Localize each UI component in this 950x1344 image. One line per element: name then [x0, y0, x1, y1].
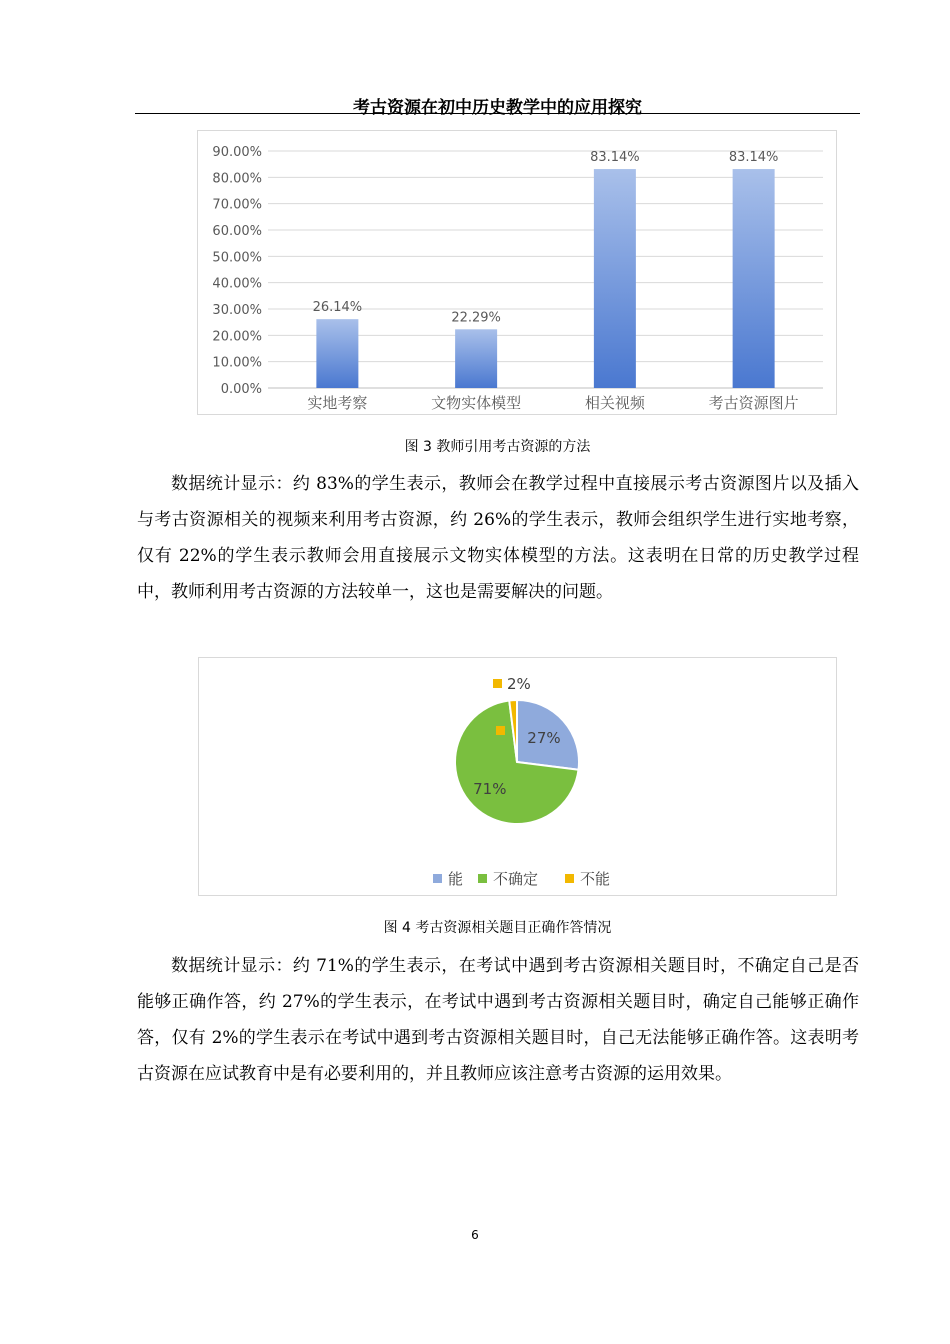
- bar-chart-frame: [197, 130, 837, 415]
- y-tick-label: 30.00%: [212, 303, 262, 318]
- bar-value-label: 83.14%: [590, 150, 640, 166]
- legend-swatch: [433, 874, 442, 883]
- y-tick-label: 20.00%: [212, 329, 262, 345]
- bar-value-label: 26.14%: [312, 300, 363, 316]
- x-category-label: 考古资源图片: [708, 394, 799, 412]
- pie-value-label: 27%: [527, 729, 561, 748]
- pie-chart: [199, 658, 836, 895]
- paragraph-2: 数据统计显示：约 71%的学生表示，在考试中遇到考古资源相关题目时，不确定自己是否能够正确作答，约 27%的学生表示，在考试中遇到考古资源相关题目时，确定自己能够正确作答，仅有 2%的学生表示在考试中遇到考古资源相关题目时，自己无法能够正确作答。这表明考古资源在应试教育中是有必要利用的，并且教师应该注意考古资源的运用效果。: [137, 956, 859, 1084]
- pie-chart-frame: [198, 657, 837, 896]
- bar: [316, 319, 358, 388]
- legend-swatch: [565, 874, 574, 883]
- y-tick-label: 80.00%: [212, 171, 262, 187]
- figure-4-caption: 图 4 考古资源相关题目正确作答情况: [383, 920, 612, 936]
- header-rule: [135, 113, 860, 114]
- bar-value-label: 22.29%: [451, 310, 501, 326]
- bar-chart: [198, 131, 836, 414]
- bar: [594, 169, 636, 388]
- y-tick-label: 10.00%: [212, 355, 262, 371]
- page-number: 6: [471, 1228, 479, 1242]
- pie-label-marker: [496, 726, 505, 735]
- legend-swatch: [478, 874, 487, 883]
- paragraph-1: 数据统计显示：约 83%的学生表示，教师会在教学过程中直接展示考古资源图片以及插入与考古资源相关的视频来利用考古资源，约 26%的学生表示，教师会组织学生进行实地考察，仅有 22%的学生表示教师会用直接展示文物实体模型的方法。这表明在日常的历史教学过程中，教师利用考古资源的方法较单一，这也是需要解决的问题。: [137, 474, 859, 602]
- x-category-label: 实地考察: [307, 394, 368, 412]
- pie-label-key: [493, 679, 502, 688]
- legend-label: 不确定: [493, 870, 539, 888]
- pie-value-label: 2%: [507, 675, 531, 693]
- bar: [455, 329, 497, 388]
- y-tick-label: 60.00%: [212, 224, 262, 239]
- y-tick-label: 0.00%: [220, 382, 262, 397]
- x-category-label: 文物实体模型: [431, 394, 522, 412]
- legend-label: 不能: [580, 870, 611, 888]
- y-tick-label: 50.00%: [212, 250, 262, 266]
- y-tick-label: 90.00%: [212, 145, 262, 160]
- x-category-label: 相关视频: [584, 394, 645, 412]
- running-header-title: 考古资源在初中历史教学中的应用探究: [353, 98, 642, 118]
- figure-3-caption: 图 3 教师引用考古资源的方法: [404, 439, 591, 455]
- y-tick-label: 40.00%: [212, 276, 262, 292]
- bar-value-label: 83.14%: [728, 150, 779, 166]
- pie-value-label: 71%: [473, 780, 507, 799]
- legend-label: 能: [448, 870, 464, 888]
- bar: [733, 169, 775, 388]
- y-tick-label: 70.00%: [212, 197, 262, 213]
